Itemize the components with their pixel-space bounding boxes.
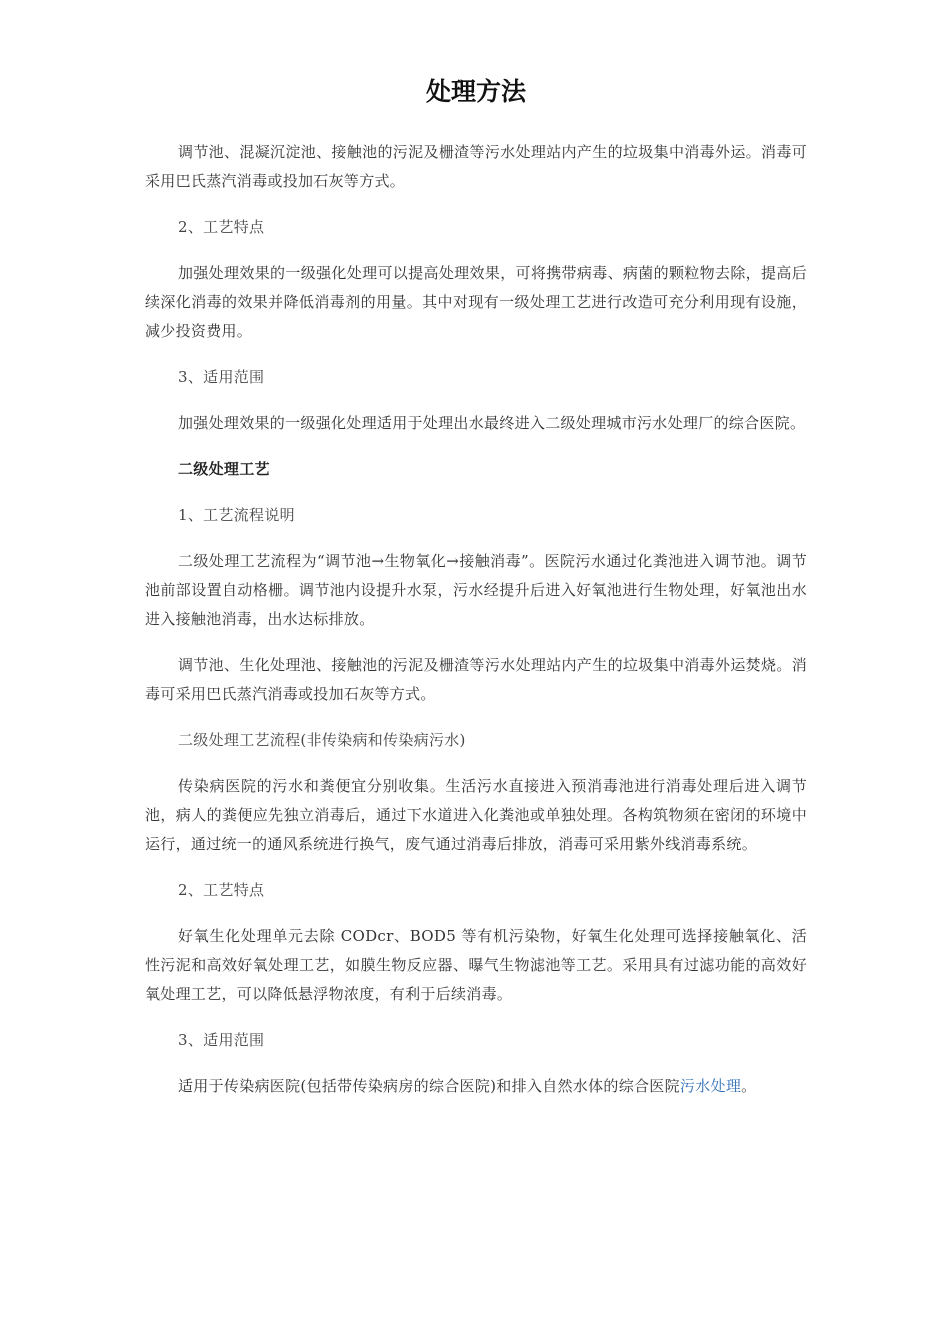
paragraph-infectious-collection: 传染病医院的污水和粪便宜分别收集。生活污水直接进入预消毒池进行消毒处理后进入调节池，病人的粪便应先独立消毒后，通过下水道进入化粪池或单独处理。各构筑物须在密闭的环境中运行，通过统一的通风系统进行换气，废气通过消毒后排放，消毒可采用紫外线消毒系统。	[145, 777, 807, 853]
paragraph-secondary-sludge: 调节池、生化处理池、接触池的污泥及栅渣等污水处理站内产生的垃圾集中消毒外运焚烧。消毒可采用巴氏蒸汽消毒或投加石灰等方式。	[145, 656, 807, 703]
paragraph-secondary-scope	[145, 1072, 807, 1101]
heading-secondary-treatment: 二级处理工艺	[178, 460, 270, 478]
paragraph-secondary-flow: 二级处理工艺流程为“调节池→生物氧化→接触消毒”。医院污水通过化粪池进入调节池。调节池前部设置自动格栅。调节池内设提升水泵，污水经提升后进入好氧池进行生物处理，好氧池出水进入接触池消毒，出水达标排放。	[145, 552, 807, 628]
section-secondary-flow-infectious: 二级处理工艺流程(非传染病和传染病污水)	[178, 731, 466, 749]
section-scope-2: 3、适用范围	[178, 1031, 265, 1049]
section-process-features: 2、工艺特点	[178, 218, 265, 236]
scope-end: 。	[741, 1077, 757, 1095]
paragraph-primary-scope: 加强处理效果的一级强化处理适用于处理出水最终进入二级处理城市污水处理厂的综合医院。	[178, 414, 806, 432]
paragraph-aerobic-treatment: 好氧生化处理单元去除 CODcr、BOD5 等有机污染物，好氧生化处理可选择接触氧化、活性污泥和高效好氧处理工艺，如膜生物反应器、曝气生物滤池等工艺。采用具有过滤功能的高效好氧处理工艺，可以降低悬浮物浓度，有利于后续消毒。	[145, 927, 807, 1003]
document-page	[145, 70, 807, 1118]
sewage-treatment-link[interactable]: 污水处理	[679, 1077, 742, 1095]
section-scope: 3、适用范围	[178, 368, 265, 386]
section-process-features-2: 2、工艺特点	[178, 881, 265, 899]
paragraph-primary-enhanced: 加强处理效果的一级强化处理可以提高处理效果，可将携带病毒、病菌的颗粒物去除，提高后续深化消毒的效果并降低消毒剂的用量。其中对现有一级处理工艺进行改造可充分利用现有设施，减少投资费用。	[145, 264, 807, 340]
scope-text: 适用于传染病医院(包括带传染病房的综合医院)和排入自然水体的综合医院	[178, 1077, 680, 1095]
page-title: 处理方法	[425, 77, 526, 106]
section-process-flow: 1、工艺流程说明	[178, 506, 295, 524]
paragraph-sludge-disposal: 调节池、混凝沉淀池、接触池的污泥及栅渣等污水处理站内产生的垃圾集中消毒外运。消毒可采用巴氏蒸汽消毒或投加石灰等方式。	[145, 143, 807, 190]
